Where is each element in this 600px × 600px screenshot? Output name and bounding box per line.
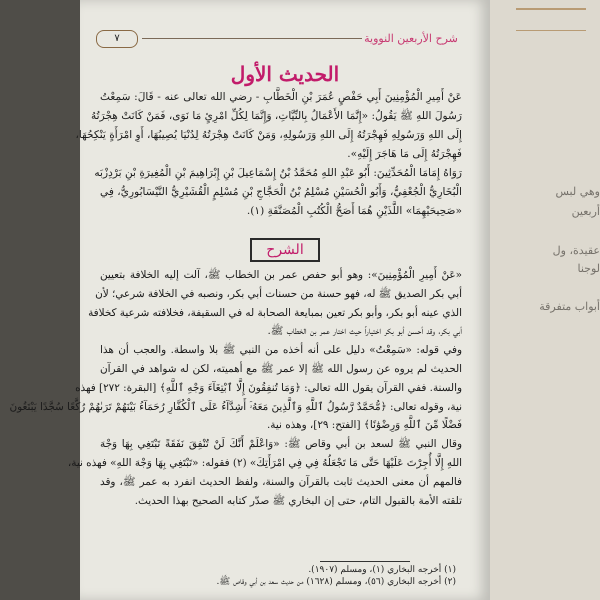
adjacent-page-ornament: [516, 8, 586, 31]
adjacent-page-fragment: عقيدة، ول: [552, 244, 600, 257]
sharh-label: الشرح: [250, 238, 319, 262]
hadith-line: عَنْ أَمِيرِ الْمُؤْمِنِينَ أَبِي حَفْصٍ عُمَرَ بْنِ الْخَطَّابِ - رضي الله تعالى عنه - قَالَ: سَمِعْتُ: [100, 91, 462, 103]
commentary-line: اللهِ إِلَّا أُجِرْتَ عَلَيْهَا حَتَّى مَا تَجْعَلُهُ فِي فِي امْرَأَتِكَ» (٢) فقوله: «تَبْتَغِي بِهَا وَجْهَ اللهِ» فهذه نية،: [67, 456, 462, 469]
commentary-line: الذي عينه أبو بكر، وأبو بكر تعين بمبايعة الصحابة له في السقيفة، فخلافته شرعية كخلافة: [88, 306, 462, 319]
commentary-line: تلقته الأمة بالقبول التام، حتى إن البخاري ﷺ صدّر كتابه الصحيح بهذا الحديث.: [134, 494, 462, 507]
hadith-line: رَسُولَ اللهِ ﷺ يَقُولُ: «إِنَّمَا الأَعْمَالُ بِالنِّيَّاتِ، وَإِنَّمَا لِكُلِّ امْرِئٍ مَا نَوَى، فَمَنْ كَانَتْ هِجْرَتُهُ: [90, 110, 462, 122]
commentary-line: فَضْلًا مِّنَ ٱللَّهِ وَرِضْوَٰنًا﴾ [الفتح: ٢٩]، وهذه نية.: [267, 419, 462, 432]
hadith-line: فَهِجْرَتُهُ إِلَى مَا هَاجَرَ إِلَيْهِ».: [347, 148, 462, 160]
sharh-heading: [80, 238, 490, 262]
adjacent-page-fragment: أربعين: [571, 205, 600, 218]
commentary-line: «عَنْ أَمِيرِ الْمُؤْمِنِينَ»: وهو أبو حفص عمر بن الخطاب ﷺ، آلت إليه الخلافة بتعيين: [100, 269, 462, 281]
commentary-text: [9, 266, 462, 556]
running-title: شرح الأربعين النووية: [364, 32, 458, 45]
commentary-line: الحديث لم يروه عن رسول الله ﷺ إلا عمر ﷺ مع أهميته، لكن له شواهد في القرآن: [100, 362, 462, 375]
adjacent-page-fragment: لوجنا: [577, 262, 600, 275]
adjacent-page: [472, 0, 600, 600]
header-rule: [142, 38, 362, 39]
footnotes: [208, 564, 456, 588]
commentary-line: أبي بكر الصديق ﷺ له، فهو حسنة من حسنات أبي بكر، ونصبه في الخلافة شرعي؛ لأن: [95, 287, 462, 300]
footnote: (٢) أخرجه البخاري (٥٦)، ومسلم (١٦٢٨) من حديث سعد بن أبي وقاص ﷺ.: [216, 577, 456, 587]
commentary-line: والسنة. ففي القرآن يقول الله تعالى: ﴿وَمَا تُنفِقُونَ إِلَّا ٱبْتِغَآءَ وَجْهِ ٱللَّهِ﴾ [البقرة: ٢٧٢] فهذه: [75, 381, 462, 394]
narration-line: رَوَاهُ إِمَامَا الْمُحَدِّثِينَ: أَبُو عَبْدِ اللهِ مُحَمَّدُ بْنُ إِسْمَاعِيلَ بْنِ إِبْرَاهِيمَ بْنِ الْمُغِيرَةِ بْنِ بَرْدِزْبَه: [94, 167, 462, 179]
page-header: [96, 30, 462, 48]
footnote-rule: [320, 561, 410, 562]
hadith-title: الحديث الأول: [230, 62, 340, 86]
book-page: [9, 0, 490, 600]
commentary-line: وفي قوله: «سَمِعْتُ» دليل على أنه أخذه من النبي ﷺ بلا واسطة. والعجب أن هذا: [100, 344, 462, 357]
narration-line: «صَحِيحَيْهِمَا» اللَّذَيْنِ هُمَا أَصَحُّ الْكُتُبِ الْمُصَنَّفَةِ (١).: [246, 205, 462, 217]
commentary-line: وقال النبي ﷺ لسعد بن أبي وقاص ﷺ: «وَاعْلَمْ أَنَّكَ لَنْ تُنْفِقَ نَفَقَةً تَبْتَغِي بِهَا وَجْهَ: [100, 438, 462, 451]
hadith-line: إِلَى اللهِ وَرَسُولِهِ فَهِجْرَتُهُ إِلَى اللهِ وَرَسُولِهِ، وَمَنْ كَانَتْ هِجْرَتُهُ لِدُنْيَا يُصِيبُهَا، أَوِ امْرَأَةٍ يَنْكِحُهَا،: [75, 129, 462, 141]
commentary-line: فالمهم أن معنى الحديث ثابت بالقرآن والسنة، ولفظ الحديث انفرد به عمر ﷺ، وقد: [100, 475, 462, 488]
commentary-line: أبي بكر، وقد أحسن أبو بكر اختياراً حيث اختار عمر بن الخطاب ﷺ.: [267, 325, 462, 338]
commentary-line: نية، وقوله تعالى: ﴿مُّحَمَّدٌ رَّسُولُ ٱللَّهِ وَٱلَّذِينَ مَعَهُۥٓ أَشِدَّآءُ عَلَى ٱلْكُفَّارِ رُحَمَآءُ بَيْنَهُمْ تَرَىٰهُمْ رُكَّعًا سُجَّدًا يَبْتَغُونَ: [9, 400, 462, 413]
narration-line: الْبُخَارِيُّ الْجُعْفِيُّ، وَأَبُو الْحُسَيْنِ مُسْلِمُ بْنُ الْحَجَّاجِ بْنِ مُسْلِمٍ الْقُشَيْرِيُّ النَّيْسَابُورِيُّ، فِي: [100, 186, 462, 198]
adjacent-page-fragment: وهي لبس: [555, 185, 600, 198]
adjacent-page-fragment: أبواب متفرقة: [539, 300, 600, 313]
footnote: (١) أخرجه البخاري (١)، ومسلم (١٩٠٧).: [308, 565, 456, 575]
page-number: ٧: [96, 30, 138, 48]
